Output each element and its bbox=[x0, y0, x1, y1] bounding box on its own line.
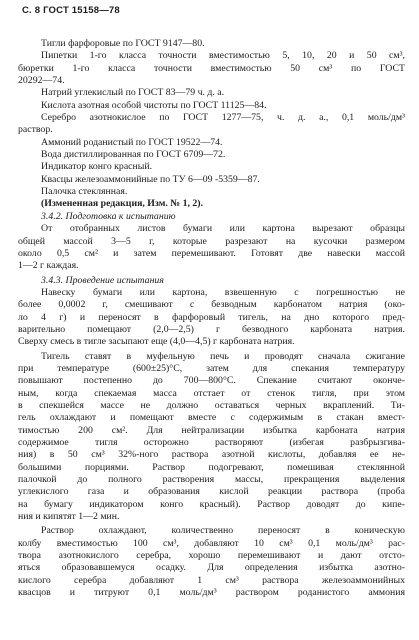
text-line: на бумагу индикатором конго красный). Раствор доводят до кипе- bbox=[18, 498, 405, 510]
text-line: колбу вместимостью 100 см³, добавляют 10 см³ 0,1 моль/дм³ рас- bbox=[18, 537, 405, 549]
text-line: Серебро азотнокислое по ГОСТ 1277—75, ч. д. а., 0,1 моль/дм³ bbox=[41, 112, 405, 124]
text-line: ния) в 50 см³ 32%-ного раствора азотной кислоты, добавляя ее не- bbox=[18, 449, 405, 461]
text-line: Тигли фарфоровые по ГОСТ 9147—80. bbox=[41, 38, 205, 49]
text-line: при температуре (600±25)°С, затем для спекания температуру bbox=[18, 362, 405, 374]
text-line: ло 4 г) и переносят в фарфоровый тигель, на дно которого пред- bbox=[18, 311, 405, 323]
text-line: 20292—74. bbox=[18, 75, 65, 87]
text-line: углекислого газа и образования кислой реакции раствора (проба bbox=[18, 486, 405, 498]
text-line: Навеску бумаги или картона, взвешенную с погрешностью не bbox=[41, 286, 405, 298]
text-line: яться образовавшемуся осадку. Для определения избытка азотно- bbox=[18, 562, 405, 574]
text-line: Палочка стеклянная. bbox=[41, 186, 128, 198]
text-line: содержимое тигля осторожно растворяют (избегая разбрызгива- bbox=[18, 437, 405, 448]
text-line: повышают постепенно до 700—800°С. Спекание считают оконче- bbox=[18, 375, 405, 387]
text-line: Кислота азотная особой чистоты по ГОСТ 11125—84. bbox=[41, 99, 267, 111]
page-number: С. 8 bbox=[22, 5, 41, 16]
text-line: более 0,0002 г, смешивают с безводным карбонатом натрия (око- bbox=[18, 299, 405, 311]
text-line: твора азотнокислого серебра, хорошо перемешивают и дают отсто- bbox=[18, 550, 405, 562]
text-line: ным, когда спекаемая масса отстает от стенок тигля, при этом bbox=[18, 387, 405, 399]
text-line: Вода дистиллированная по ГОСТ 6709—72. bbox=[41, 149, 226, 161]
standard-code: ГОСТ 15158—78 bbox=[43, 5, 120, 16]
text-line: Аммоний роданистый по ГОСТ 19522—74. bbox=[41, 136, 223, 148]
section-heading-line: 3.4.2. Подготовка к испытанию bbox=[41, 210, 176, 222]
document-body bbox=[18, 38, 405, 599]
text-line: Пипетки 1-го класса точности вместимостью 5, 10, 20 и 50 см³, bbox=[41, 50, 405, 62]
page-header bbox=[22, 5, 120, 16]
section-heading-line: 3.4.3. Проведение испытания bbox=[41, 274, 164, 286]
text-line: тимостью 200 см². Для нейтрализации избытка карбоната натрия bbox=[18, 424, 405, 436]
revision-note-line: (Измененная редакция, Изм. № 1, 2). bbox=[41, 198, 203, 210]
text-line: От отобранных листов бумаги или картона вырезают образцы bbox=[41, 223, 405, 235]
text-line: Индикатор конго красный. bbox=[41, 161, 153, 173]
text-line: Сверху смесь в тигле засыпают еще (4,0—4,5) г карбоната натрия. bbox=[18, 336, 295, 348]
text-line: большими порциями. Раствор подогревают, помешивая стеклянной bbox=[18, 461, 405, 473]
text-line: бюретки 1-го класса точности вместимостью 50 см³ по ГОСТ bbox=[18, 62, 405, 74]
text-line: квасцов и титруют 0,1 моль/дм³ раствором роданистого аммония bbox=[18, 587, 405, 599]
text-line: раствор. bbox=[18, 124, 53, 136]
text-line: Раствор охлаждают, количественно переносят в коническую bbox=[41, 525, 405, 537]
text-line: палочкой до полного растворения массы, прекращения выделения bbox=[18, 474, 405, 486]
text-line: в спекшейся массе не должно оставаться черных вкраплений. Ти- bbox=[18, 399, 405, 411]
text-line: варительно помещают (2,0—2,5) г безводного карбоната натрия. bbox=[18, 323, 405, 335]
text-line: Квасцы железоаммонийные по ТУ 6—09 -5359—87. bbox=[41, 173, 260, 185]
text-line: около 0,5 см² и затем перемешивают. Готовят две навески массой bbox=[18, 247, 405, 259]
text-line: ния и кипятят 1—2 мин. bbox=[18, 511, 120, 523]
text-line: общей массой 3—5 г, которые разрезают на кусочки размером bbox=[18, 235, 405, 247]
text-line: кислого серебра добавляют 1 см³ раствора железоаммонийных bbox=[18, 574, 405, 586]
text-line: 1—2 г каждая. bbox=[18, 260, 79, 272]
text-line: Тигель ставят в муфельную печь и проводят сначала сжигание bbox=[41, 350, 405, 362]
text-line: Натрий углекислый по ГОСТ 83—79 ч. д. а. bbox=[41, 87, 225, 99]
text-line: гель охлаждают и помещают вместе с содержимым в стакан вмест- bbox=[18, 412, 405, 424]
